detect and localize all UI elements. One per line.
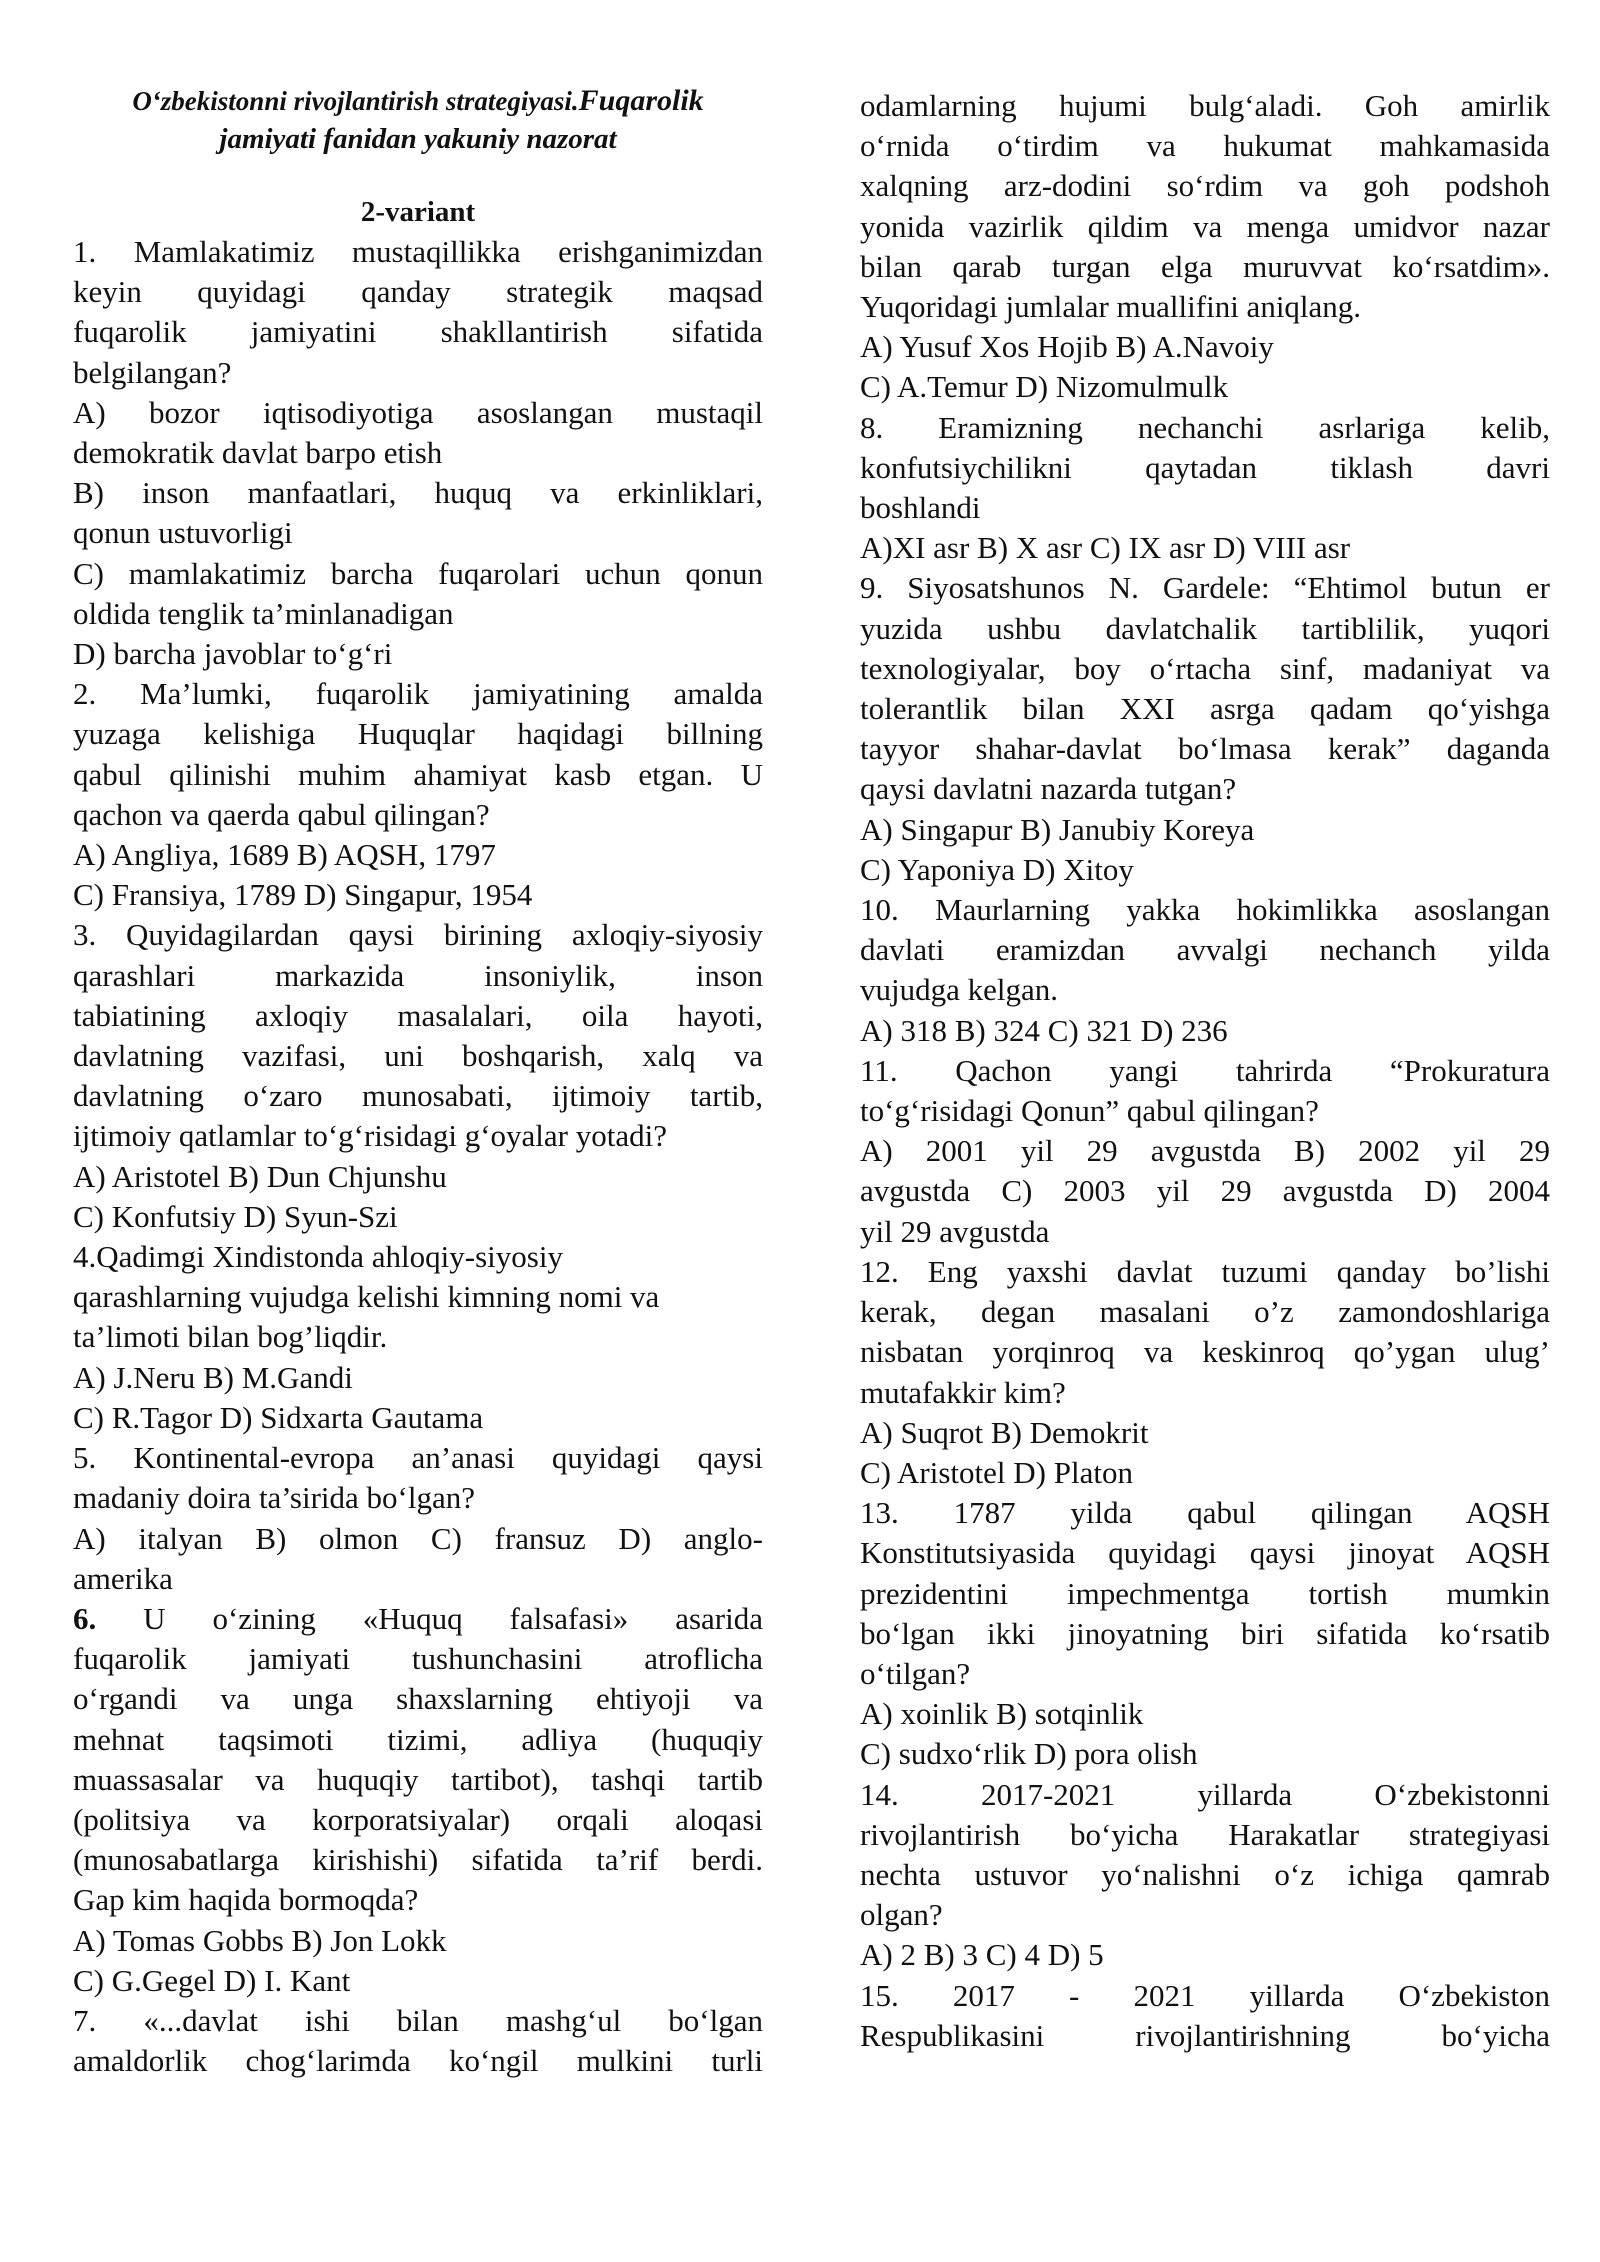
line-text: Yuqoridagi jumlalar muallifini aniqlang.	[860, 289, 1362, 325]
text-line	[860, 1694, 1550, 1734]
line-text: qarashlari markazida insoniylik, inson	[73, 957, 763, 993]
text-line	[73, 353, 763, 393]
line-text: avgustda C) 2003 yil 29 avgustda D) 2004	[860, 1173, 1550, 1209]
line-text: ijtimoiy qatlamlar to‘g‘risidagi g‘oyalar yotadi?	[73, 1118, 667, 1154]
text-line	[860, 1533, 1550, 1573]
text-line	[73, 594, 763, 634]
text-line	[860, 1734, 1550, 1774]
line-text: o‘tilgan?	[860, 1655, 971, 1691]
line-text: belgilangan?	[73, 354, 232, 390]
line-text: rivojlantirish bo‘yicha Harakatlar strategiyasi	[860, 1816, 1550, 1852]
line-text: C) A.Temur D) Nizomulmulk	[860, 369, 1229, 405]
text-line	[860, 1614, 1550, 1654]
line-text: konfutsiychilikni qaytadan tiklash davri	[860, 449, 1550, 485]
line-text: keyin quyidagi qanday strategik maqsad	[73, 274, 763, 310]
line-text: 13. 1787 yilda qabul qilingan AQSH	[860, 1495, 1550, 1531]
line-text: 1. Mamlakatimiz mustaqillikka erishganimizdan	[73, 234, 763, 269]
text-line	[860, 1332, 1550, 1372]
text-line	[73, 1076, 763, 1116]
line-text: boshlandi	[860, 490, 981, 526]
left-column	[73, 82, 763, 2081]
text-line	[860, 1131, 1550, 1171]
text-line	[860, 1252, 1550, 1292]
line-text: C) mamlakatimiz barcha fuqarolari uchun qonun	[73, 555, 763, 591]
line-text: Respublikasini rivojlantirishning bo‘yicha	[860, 2017, 1550, 2053]
line-text: 12. Eng yaxshi davlat tuzumi qanday bo’lishi	[860, 1253, 1550, 1289]
line-text: 4.Qadimgi Xindistonda ahloqiy-siyosiy	[73, 1239, 563, 1275]
line-text: A) Suqrot B) Demokrit	[860, 1414, 1149, 1450]
line-text: A)XI asr B) X asr C) IX asr D) VIII asr	[860, 530, 1351, 566]
text-line	[860, 1292, 1550, 1332]
text-line	[860, 86, 1550, 126]
line-text: to‘g‘risidagi Qonun” qabul qilingan?	[860, 1093, 1319, 1129]
text-line	[73, 1961, 763, 2001]
line-text: davlatning vazifasi, uni boshqarish, xalq va	[73, 1038, 763, 1074]
line-text: o‘rgandi va unga shaxslarning ehtiyoji va	[73, 1681, 763, 1717]
line-text: 10. Maurlarning yakka hokimlikka asoslangan	[860, 892, 1550, 928]
text-line	[860, 287, 1550, 327]
line-text: o‘rnida o‘tirdim va hukumat mahkamasida	[860, 128, 1550, 164]
line-text: qachon va qaerda qabul qilingan?	[73, 796, 490, 832]
line-text: fuqarolik jamiyatini shakllantirish sifatida	[73, 314, 763, 350]
text-line	[73, 1639, 763, 1679]
line-text: yil 29 avgustda	[860, 1213, 1050, 1249]
text-line	[860, 769, 1550, 809]
line-text: vujudga kelgan.	[860, 972, 1059, 1008]
text-line	[860, 2016, 1550, 2056]
exam-title-line1	[73, 82, 763, 120]
line-text: mutafakkir kim?	[860, 1374, 1066, 1410]
text-line	[860, 890, 1550, 930]
text-line	[73, 634, 763, 674]
title-spacer	[73, 158, 763, 192]
text-line	[860, 1212, 1550, 1252]
line-text: A) 318 B) 324 C) 321 D) 236	[860, 1012, 1228, 1048]
text-line	[73, 1438, 763, 1478]
text-line	[73, 996, 763, 1036]
line-text: C) G.Gegel D) I. Kant	[73, 1962, 351, 1998]
line-text: A) Yusuf Xos Hojib B) A.Navoiy	[860, 329, 1274, 365]
text-line	[860, 609, 1550, 649]
text-line	[860, 850, 1550, 890]
text-line	[860, 528, 1550, 568]
text-line	[73, 1800, 763, 1840]
line-text: yuzida ushbu davlatchalik tartiblilik, yuqori	[860, 610, 1550, 646]
line-text: A) Angliya, 1689 B) AQSH, 1797	[73, 837, 496, 873]
text-line	[860, 649, 1550, 689]
line-text: A) bozor iqtisodiyotiga asoslangan mustaqil	[73, 394, 763, 430]
text-line	[73, 272, 763, 312]
right-column	[860, 86, 1550, 2056]
text-line	[860, 1574, 1550, 1614]
line-text: A) xoinlik B) sotqinlik	[860, 1696, 1144, 1732]
line-text: C) sudxo‘rlik D) pora olish	[860, 1736, 1198, 1772]
text-line	[860, 1493, 1550, 1533]
line-text: (politsiya va korporatsiyalar) orqali aloqasi	[73, 1801, 763, 1837]
text-line	[73, 755, 763, 795]
text-line	[860, 1091, 1550, 1131]
text-line	[73, 915, 763, 955]
line-text: 2. Ma’lumki, fuqarolik jamiyatining amalda	[73, 676, 763, 712]
text-line	[73, 1317, 763, 1357]
line-text: nechta ustuvor yo‘nalishni o‘z ichiga qamrab	[860, 1856, 1550, 1892]
line-text: odamlarning hujumi bulg‘aladi. Goh amirlik	[860, 88, 1550, 123]
right-question-lines	[860, 86, 1550, 2056]
line-text: C) R.Tagor D) Sidxarta Gautama	[73, 1399, 484, 1435]
text-line	[860, 1373, 1550, 1413]
text-line	[860, 1895, 1550, 1935]
text-line	[73, 393, 763, 433]
text-line	[73, 1559, 763, 1599]
text-line	[73, 956, 763, 996]
line-text: davlatning o‘zaro munosabati, ijtimoiy tartib,	[73, 1078, 763, 1114]
text-line	[860, 367, 1550, 407]
text-line	[73, 473, 763, 513]
text-line	[860, 568, 1550, 608]
line-text: (munosabatlarga kirishishi) sifatida ta’rif berdi.	[73, 1842, 763, 1878]
text-line	[860, 166, 1550, 206]
question-number: 6.	[73, 1600, 97, 1636]
line-text: A) italyan B) olmon C) fransuz D) anglo-	[73, 1520, 763, 1556]
text-line	[73, 1679, 763, 1719]
text-line	[860, 1815, 1550, 1855]
line-text: A) Aristotel B) Dun Chjunshu	[73, 1158, 447, 1194]
text-line	[73, 1599, 763, 1639]
text-line	[860, 247, 1550, 287]
line-text: 3. Quyidagilardan qaysi birining axloqiy-siyosiy	[73, 917, 763, 953]
text-line	[860, 408, 1550, 448]
line-text: olgan?	[860, 1897, 943, 1933]
text-line	[73, 1358, 763, 1398]
line-text: Gap kim haqida bormoqda?	[73, 1882, 419, 1918]
text-line	[73, 232, 763, 272]
line-text: A) 2 B) 3 C) 4 D) 5	[860, 1937, 1104, 1973]
line-text: A) Singapur B) Janubiy Koreya	[860, 811, 1255, 847]
text-line	[860, 207, 1550, 247]
text-line	[73, 1921, 763, 1961]
line-text: 15. 2017 - 2021 yillarda O‘zbekiston	[860, 1977, 1550, 2013]
text-line	[860, 689, 1550, 729]
text-line	[73, 1398, 763, 1438]
text-line	[860, 1775, 1550, 1815]
line-text: prezidentini impechmentga tortish mumkin	[860, 1575, 1550, 1611]
line-text: texnologiyalar, boy o‘rtacha sinf, madaniyat va	[860, 650, 1550, 686]
title-part2: Fuqarolik	[578, 84, 704, 117]
line-text: C) Konfutsiy D) Syun-Szi	[73, 1198, 398, 1234]
line-text: A) 2001 yil 29 avgustda B) 2002 yil 29	[860, 1133, 1550, 1169]
text-line	[73, 1880, 763, 1920]
text-line	[73, 433, 763, 473]
line-text: davlati eramizdan avvalgi nechanch yilda	[860, 932, 1550, 968]
text-line	[860, 327, 1550, 367]
text-line	[73, 1840, 763, 1880]
line-text: 14. 2017-2021 yillarda O‘zbekistonni	[860, 1776, 1550, 1812]
text-line	[73, 2001, 763, 2041]
text-line	[73, 1478, 763, 1518]
title-part1: O‘zbekistonni rivojlantirish strategiyasi.	[132, 86, 579, 116]
line-text: Konstitutsiyasida quyidagi qaysi jinoyat AQSH	[860, 1535, 1550, 1571]
line-text: A) J.Neru B) M.Gandi	[73, 1359, 353, 1395]
line-text: amaldorlik chog‘larimda ko‘ngil mulkini turli	[73, 2043, 763, 2079]
text-line	[73, 554, 763, 594]
text-line	[860, 930, 1550, 970]
text-line	[860, 1855, 1550, 1895]
line-text: A) Tomas Gobbs B) Jon Lokk	[73, 1922, 447, 1958]
line-text: yuzaga kelishiga Huquqlar haqidagi billning	[73, 716, 763, 752]
text-line	[860, 1935, 1550, 1975]
text-line	[73, 2041, 763, 2081]
text-line	[73, 1237, 763, 1277]
text-line	[860, 1051, 1550, 1091]
line-text: 5. Kontinental-evropa an’anasi quyidagi qaysi	[73, 1440, 763, 1476]
line-text: 7. «...davlat ishi bilan mashg‘ul bo‘lgan	[73, 2002, 763, 2038]
text-line	[73, 795, 763, 835]
line-text: mehnat taqsimoti tizimi, adliya (huquqiy	[73, 1721, 763, 1757]
line-text: muassasalar va huquqiy tartibot), tashqi tartib	[73, 1761, 763, 1797]
line-text: oldida tenglik ta’minlanadigan	[73, 595, 454, 631]
text-line	[73, 674, 763, 714]
text-line	[860, 1654, 1550, 1694]
text-line	[860, 810, 1550, 850]
line-text: qabul qilinishi muhim ahamiyat kasb etgan. U	[73, 756, 763, 792]
line-text: yonida vazirlik qildim va menga umidvor nazar	[860, 208, 1550, 244]
text-line	[73, 312, 763, 352]
text-line	[73, 1277, 763, 1317]
line-text: B) inson manfaatlari, huquq va erkinliklari,	[73, 475, 763, 511]
text-line	[73, 1197, 763, 1237]
text-line	[73, 1157, 763, 1197]
line-text: bo‘lgan ikki jinoyatning biri sifatida ko‘rsatib	[860, 1615, 1550, 1651]
text-line	[860, 1976, 1550, 2016]
line-text: U o‘zining «Huquq falsafasi» asarida	[143, 1600, 763, 1636]
left-question-lines	[73, 232, 763, 2081]
text-line	[73, 1519, 763, 1559]
line-text: C) Fransiya, 1789 D) Singapur, 1954	[73, 877, 533, 913]
line-text: nisbatan yorqinroq va keskinroq qo’ygan ulug’	[860, 1334, 1550, 1370]
line-text: qarashlarning vujudga kelishi kimning nomi va	[73, 1279, 660, 1315]
line-text: qonun ustuvorligi	[73, 515, 293, 551]
line-text: madaniy doira ta’sirida bo‘lgan?	[73, 1480, 476, 1516]
text-line	[860, 488, 1550, 528]
text-line	[860, 1171, 1550, 1211]
line-text: 9. Siyosatshunos N. Gardele: “Ehtimol butun er	[860, 570, 1550, 606]
text-line	[860, 1413, 1550, 1453]
line-text: C) Aristotel D) Platon	[860, 1454, 1133, 1490]
text-line	[73, 835, 763, 875]
text-line	[73, 1116, 763, 1156]
line-text: D) barcha javoblar to‘g‘ri	[73, 636, 393, 672]
text-line	[73, 714, 763, 754]
variant-label: 2-variant	[360, 196, 476, 228]
text-line	[860, 126, 1550, 166]
line-text: 11. Qachon yangi tahrirda “Prokuratura	[860, 1052, 1550, 1088]
text-line	[73, 513, 763, 553]
line-text: qaysi davlatni nazarda tutgan?	[860, 771, 1237, 807]
line-text: 8. Eramizning nechanchi asrlariga kelib,	[860, 409, 1550, 445]
exam-title-line2: jamiyati fanidan yakuniy nazorat	[219, 123, 617, 155]
line-text: tayyor shahar-davlat bo‘lmasa kerak” daganda	[860, 731, 1550, 767]
line-text: amerika	[73, 1560, 173, 1596]
text-line	[73, 1760, 763, 1800]
text-line	[73, 875, 763, 915]
text-line	[860, 448, 1550, 488]
text-line	[860, 1453, 1550, 1493]
line-text: ta’limoti bilan bog’liqdir.	[73, 1319, 388, 1355]
text-line	[860, 970, 1550, 1010]
text-line	[860, 1011, 1550, 1051]
line-text: C) Yaponiya D) Xitoy	[860, 851, 1134, 887]
text-line	[860, 729, 1550, 769]
line-text: fuqarolik jamiyati tushunchasini atroflicha	[73, 1641, 763, 1677]
line-text: demokratik davlat barpo etish	[73, 435, 443, 471]
line-text: bilan qarab turgan elga muruvvat ko‘rsatdim».	[860, 248, 1550, 284]
line-text: kerak, degan masalani o’z zamondoshlariga	[860, 1294, 1550, 1330]
line-text: tolerantlik bilan XXI asrga qadam qo‘yishga	[860, 691, 1550, 727]
text-line	[73, 1720, 763, 1760]
text-line	[73, 1036, 763, 1076]
line-text: tabiatining axloqiy masalalari, oila hayoti,	[73, 997, 763, 1033]
line-text: xalqning arz-dodini so‘rdim va goh podshoh	[860, 168, 1550, 204]
